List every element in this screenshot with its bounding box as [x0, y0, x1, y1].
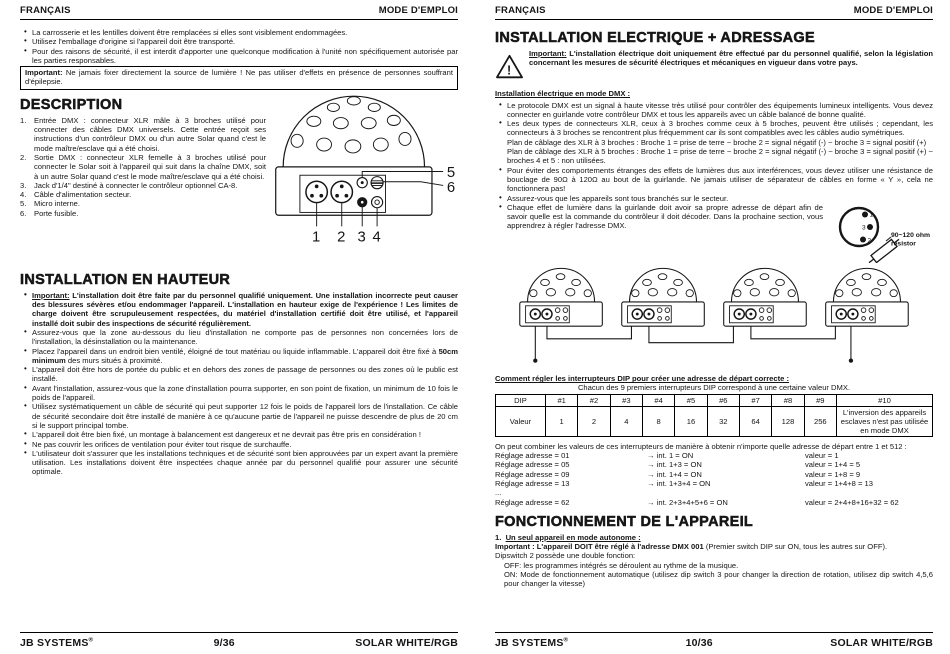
addr-switches: → int. 1+3+4 = ON — [647, 478, 711, 488]
device-figure — [272, 85, 458, 250]
solar-device-diagram-icon — [272, 85, 458, 245]
bullet-item: • La carrosserie et les lentilles doivent être remplacées si elles sont visiblement endommagées. — [32, 28, 458, 37]
combine-paragraph: On peut combiner les valeurs de ces interrupteurs de manière à obtenir n'importe quelle adresse de départ entre 1 et 512 : — [495, 441, 907, 451]
registered-mark: ® — [563, 637, 569, 644]
dmx-section — [495, 100, 933, 248]
off-line: OFF: les programmes intégrés se déroulent au rythme de la musique. — [504, 560, 739, 570]
dip-cell: 64 — [739, 406, 771, 436]
description-section — [20, 97, 458, 265]
addr-label: Réglage adresse = 01 — [495, 451, 570, 461]
list-item: 2. Sortie DMX : connecteur XLR femelle à 3 broches utilisé pour connecter le Solar soit à l'appareil qui suit dans la chaîne DMX, soit à un autre Solar quand c'est le mode maître/esclave qui a été choisi. — [20, 152, 266, 181]
dip-cell: #2 — [578, 394, 610, 406]
xlr-terminator-icon — [829, 201, 933, 263]
bullet-item: • Utilisez l'emballage d'origine si l'appareil doit être transporté. — [32, 37, 458, 46]
addr-label: Réglage adresse = 62 — [495, 497, 570, 507]
bullet-item: • Assurez-vous que la zone au-dessous du lieu d'installation ne comporte pas de personnes non concernées lors de l'installation, la désinstallation ou la maintenance. — [32, 328, 458, 347]
bullet-item: • Utilisez systématiquement un câble de sécurité qui peut supporter 12 fois le poids de l'appareil lors de l'installation. Ce câble de sécurité secondaire doit être installé de manière à ce qu'aucune partie de l'appareil ne puisse descendre de plus de 20 cm si le support principal tombe. — [32, 402, 458, 430]
dip-cell: #1 — [546, 394, 578, 406]
fonctionnement-section — [495, 514, 933, 589]
intro-bullet-list — [20, 28, 458, 65]
svg-text:4: 4 — [372, 229, 381, 245]
page-right — [475, 0, 950, 654]
xlr3-wiring-line: Plan de câblage des XLR à 3 broches : Broche 1 = prise de terre ~ broche 2 = signal négatif (-) ~ broche 3 = signal positif (+) — [507, 137, 927, 147]
registered-mark: ® — [88, 637, 94, 644]
list-item: 6. Porte fusible. — [20, 208, 79, 218]
dip-cell: 4 — [610, 406, 642, 436]
list-item: 5. Micro interne. — [20, 199, 81, 209]
addr-switches: → int. 1 = ON — [647, 451, 694, 461]
svg-text:!: ! — [506, 63, 512, 78]
bullet-item: • Placez l'appareil dans un endroit bien ventilé, éloigné de tout matériau ou liquide inflammable. L'appareil doit être fixé à 50cm minimum des murs situés à proximité. — [32, 347, 458, 366]
xlr5-wiring-line: Plan de câblage des XLR à 5 broches : Broche 1 = prise de terre ~ broche 2 = signal négatif (-) ~ broche 3 = signal positif (+) ~ broches 4 et 5 : non utilisées. — [507, 147, 933, 166]
addr-switches: → int. 1+3 = ON — [647, 460, 702, 470]
dipswitch-line: Dipswitch 2 possède une double fonction: — [495, 551, 636, 561]
svg-text:1: 1 — [311, 229, 321, 245]
table-row — [496, 406, 933, 436]
addr-value: valeur = 1+4+8 = 13 — [805, 478, 873, 488]
svg-text:2: 2 — [337, 229, 346, 245]
header-language: FRANÇAIS — [20, 5, 71, 16]
dip-cell: 8 — [642, 406, 674, 436]
dip-cell: 1 — [546, 406, 578, 436]
addr-value: valeur = 1 — [805, 451, 839, 461]
addr-label: ... — [495, 488, 502, 498]
page-header — [20, 5, 458, 20]
header-doc-title: MODE D'EMPLOI — [378, 5, 458, 16]
description-title: DESCRIPTION — [20, 96, 123, 113]
important-text: Ne jamais fixer directement la source de lumière ! Ne pas utiliser d'effets en présence de personnes souffrant d'épilepsie. — [25, 68, 453, 87]
addr-value — [805, 488, 933, 497]
header-doc-title: MODE D'EMPLOI — [853, 5, 933, 16]
list-item: 3. Jack d'1/4" destiné à connecter le contrôleur optionnel CA-8. — [20, 180, 238, 190]
dip-cell: #7 — [739, 394, 771, 406]
svg-text:5: 5 — [446, 164, 456, 181]
addr-label: Réglage adresse = 05 — [495, 460, 570, 470]
addr-value: valeur = 1+4 = 5 — [805, 460, 861, 470]
important-dmx-line: Important : L'appareil DOIT être réglé à l'adresse DMX 001 (Premier switch DIP sur ON, tous les autres sur OFF). — [495, 542, 888, 552]
bullet-item: • Pour éviter des comportements étranges des effets de lumières dus aux interférences, vous devez utiliser une résistance de bouclage de 90Ω à 120Ω au bout de la guirlande. Ne jamais utiliser de séparateur de câbles en forme « Y », cela ne fonctionnera pas! — [507, 166, 933, 194]
dip-cell: 32 — [707, 406, 739, 436]
dip-cell: 16 — [675, 406, 707, 436]
on-line: ON: Mode de fonctionnement automatique (utilisez dip switch 3 pour changer la direction de rotation, utilisez dip switch 4,5,6 pour changer la vitesse) — [504, 570, 933, 589]
svg-text:resistor: resistor — [891, 240, 916, 248]
hauteur-title: INSTALLATION EN HAUTEUR — [20, 271, 231, 288]
bullet-item: • Le protocole DMX est un signal à haute vitesse très utilisé pour contrôler des équipements lumineux intelligents. Vous devez connecter en guirlande votre contrôleur DMX et tous les appareils avec un câble balancé de bonne qualité. — [507, 101, 933, 120]
bullet-item: • L'appareil doit être bien fixé, un montage à balancement est dangereux et ne devrait pas être pris en considération ! — [32, 430, 458, 439]
footer-page-number: 10/36 — [685, 637, 713, 649]
dip-cell: #3 — [610, 394, 642, 406]
page-footer — [20, 632, 458, 649]
svg-text:3: 3 — [862, 224, 866, 232]
page-header — [495, 5, 933, 20]
dip-cell: #4 — [642, 394, 674, 406]
dip-table — [495, 394, 933, 437]
dip-heading: Comment régler les interrupteurs DIP pour créer une adresse de départ correcte : — [495, 374, 790, 384]
dip-section — [495, 374, 933, 507]
bullet-item: • L'utilisateur doit s'assurer que les installations techniques et de sécurité sont bien approuvées par un expert avant la première utilisation. Les installations doivent être inspectées chaque année par du personnel qualifié pour assurer une sécurité optimale. — [32, 449, 458, 477]
warning-triangle-icon — [495, 49, 529, 82]
footer-page-number: 9/36 — [213, 637, 235, 649]
warning-block — [495, 49, 933, 82]
svg-text:90~120 ohm: 90~120 ohm — [891, 231, 931, 239]
bullet-item: • Les deux types de connecteurs XLR, ceux à 3 broches comme ceux à 5 broches, peuvent être utilisés ; cependant, les connecteurs à 3 broches se rencontrent plus fréquemment car ils sont compatibles avec les câbles audio symétriques. Plan de câblage des XLR à 3 broches : Broche 1 = prise de terre ~ broche 2 = signal négatif (-) ~ broche 3 = signal positif (+) Plan de câblage des XLR à 5 broches : Broche 1 = prise de terre ~ broche 2 = signal négatif (-) ~ broche 3 = signal positif (+) ~ broches 4 et 5 : non utilisées. — [507, 119, 933, 165]
addr-switches — [647, 488, 805, 497]
addr-value: valeur = 2+4+8+16+32 = 62 — [805, 497, 899, 507]
dip-cell: #6 — [707, 394, 739, 406]
address-examples — [495, 451, 933, 507]
hauteur-section — [20, 272, 458, 477]
footer-product: SOLAR WHITE/RGB — [830, 637, 933, 649]
dip-cell: Valeur — [496, 406, 546, 436]
dmx-mode-heading: Installation électrique en mode DMX : — [495, 89, 631, 99]
hauteur-bullet-list — [20, 291, 458, 477]
footer-product: SOLAR WHITE/RGB — [355, 637, 458, 649]
addr-switches: → int. 2+3+4+5+6 = ON — [647, 497, 728, 507]
addr-label: Réglage adresse = 13 — [495, 478, 570, 488]
dip-cell: 2 — [578, 406, 610, 436]
xlr-terminator-figure — [829, 201, 933, 265]
svg-text:1: • 1 — [869, 211, 874, 219]
dip-cell: DIP — [496, 394, 546, 406]
bullet-item: • Ne pas couvrir les orifices de ventilation pour éviter tout risque de surchauffe. — [32, 440, 458, 449]
bullet-item: • Avant l'installation, assurez-vous que la zone d'installation pourra supporter, en son point de fixation, un minimum de 10 fois le poids de l'appareil. — [32, 384, 458, 403]
description-list — [20, 116, 266, 218]
bullet-item: • L'appareil doit être hors de portée du public et en dehors des zones de passage de personnes ou des zones où le public est installé. — [32, 365, 458, 384]
svg-text:6: 6 — [446, 179, 456, 196]
dmx-bullet-list — [495, 100, 933, 248]
dip-cell: #9 — [804, 394, 836, 406]
table-row — [496, 394, 933, 406]
addr-value: valeur = 1+8 = 9 — [805, 469, 861, 479]
electrique-title: INSTALLATION ELECTRIQUE + ADRESSAGE — [495, 30, 815, 46]
fonctionnement-title: FONCTIONNEMENT DE L'APPAREIL — [495, 513, 754, 530]
svg-text:2: 2 — [867, 237, 872, 245]
dip-cell: #5 — [675, 394, 707, 406]
page-footer — [495, 632, 933, 649]
dip-cell-note: L'inversion des appareils esclaves n'est pas utilisée en mode DMX — [837, 406, 933, 436]
daisy-chain-figure — [495, 265, 933, 371]
warning-text: Important: L'installation électrique doit uniquement être effectué par du personnel qualifié, selon la législation concernant les mesures de sécurité électriques et mécaniques en vigueur dans votre pays. — [529, 49, 933, 68]
dip-cell: #8 — [772, 394, 804, 406]
bullet-item: • 1 3 2 90~120 ohm resistor Chaque effet de lumière dans la guirlande doit avoir sa propre adresse de départ afin de savoir quelle est la commande du contrôleur il doit décoder. Dans la prochaine section, vous apprendrez à régler l'adresse DMX. — [507, 203, 933, 231]
intro-section — [20, 28, 458, 90]
addr-switches: → int. 1+4 = ON — [647, 469, 702, 479]
dip-cell: 256 — [804, 406, 836, 436]
daisy-chain-diagram-icon — [510, 265, 918, 366]
footer-brand: JB SYSTEMS® — [495, 637, 569, 649]
bullet-item: • Assurez-vous que les appareils sont tous branchés sur le secteur. — [507, 194, 933, 203]
list-item: 4. Câble d'alimentation secteur. — [20, 190, 132, 200]
bullet-item: • Pour des raisons de sécurité, il est interdit d'apporter une quelconque modification à l'unité non spécifiquement autorisée par les parties responsables. — [32, 47, 458, 66]
header-language: FRANÇAIS — [495, 5, 546, 16]
svg-text:3: 3 — [357, 229, 366, 245]
list-item: 1. Entrée DMX : connecteur XLR mâle à 3 broches utilisé pour connecter des câbles DMX universels. Cette entrée reçoit ses instructions d'un contrôleur DMX ou d'un autre Solar quand c'est le mode maître/esclave qui a été choisi. — [20, 115, 266, 153]
dip-cell: 128 — [772, 406, 804, 436]
bullet-item: • Important: L'installation doit être faite par du personnel qualifié uniquement. Une installation incorrecte peut causer des blessures sévères et/ou endommager l'appareil. L'installation en hauteur exige de l'expérience ! Les limites de charge doivent être scrupuleusement respectées, du matériel d'installation certifié doit être utilisé, et l'appareil installé doit subir des inspections de sécurité régulièrement. — [32, 291, 458, 328]
mode-autonome-heading: 1. Un seul appareil en mode autonome : — [495, 532, 641, 542]
footer-brand: JB SYSTEMS® — [20, 637, 94, 649]
dip-cell: #10 — [837, 394, 933, 406]
important-label: Important: — [25, 68, 63, 78]
addr-label: Réglage adresse = 09 — [495, 469, 570, 479]
dip-subheading: Chacun des 9 premiers interrupteurs DIP correspond à une certaine valeur DMX. — [577, 383, 851, 393]
